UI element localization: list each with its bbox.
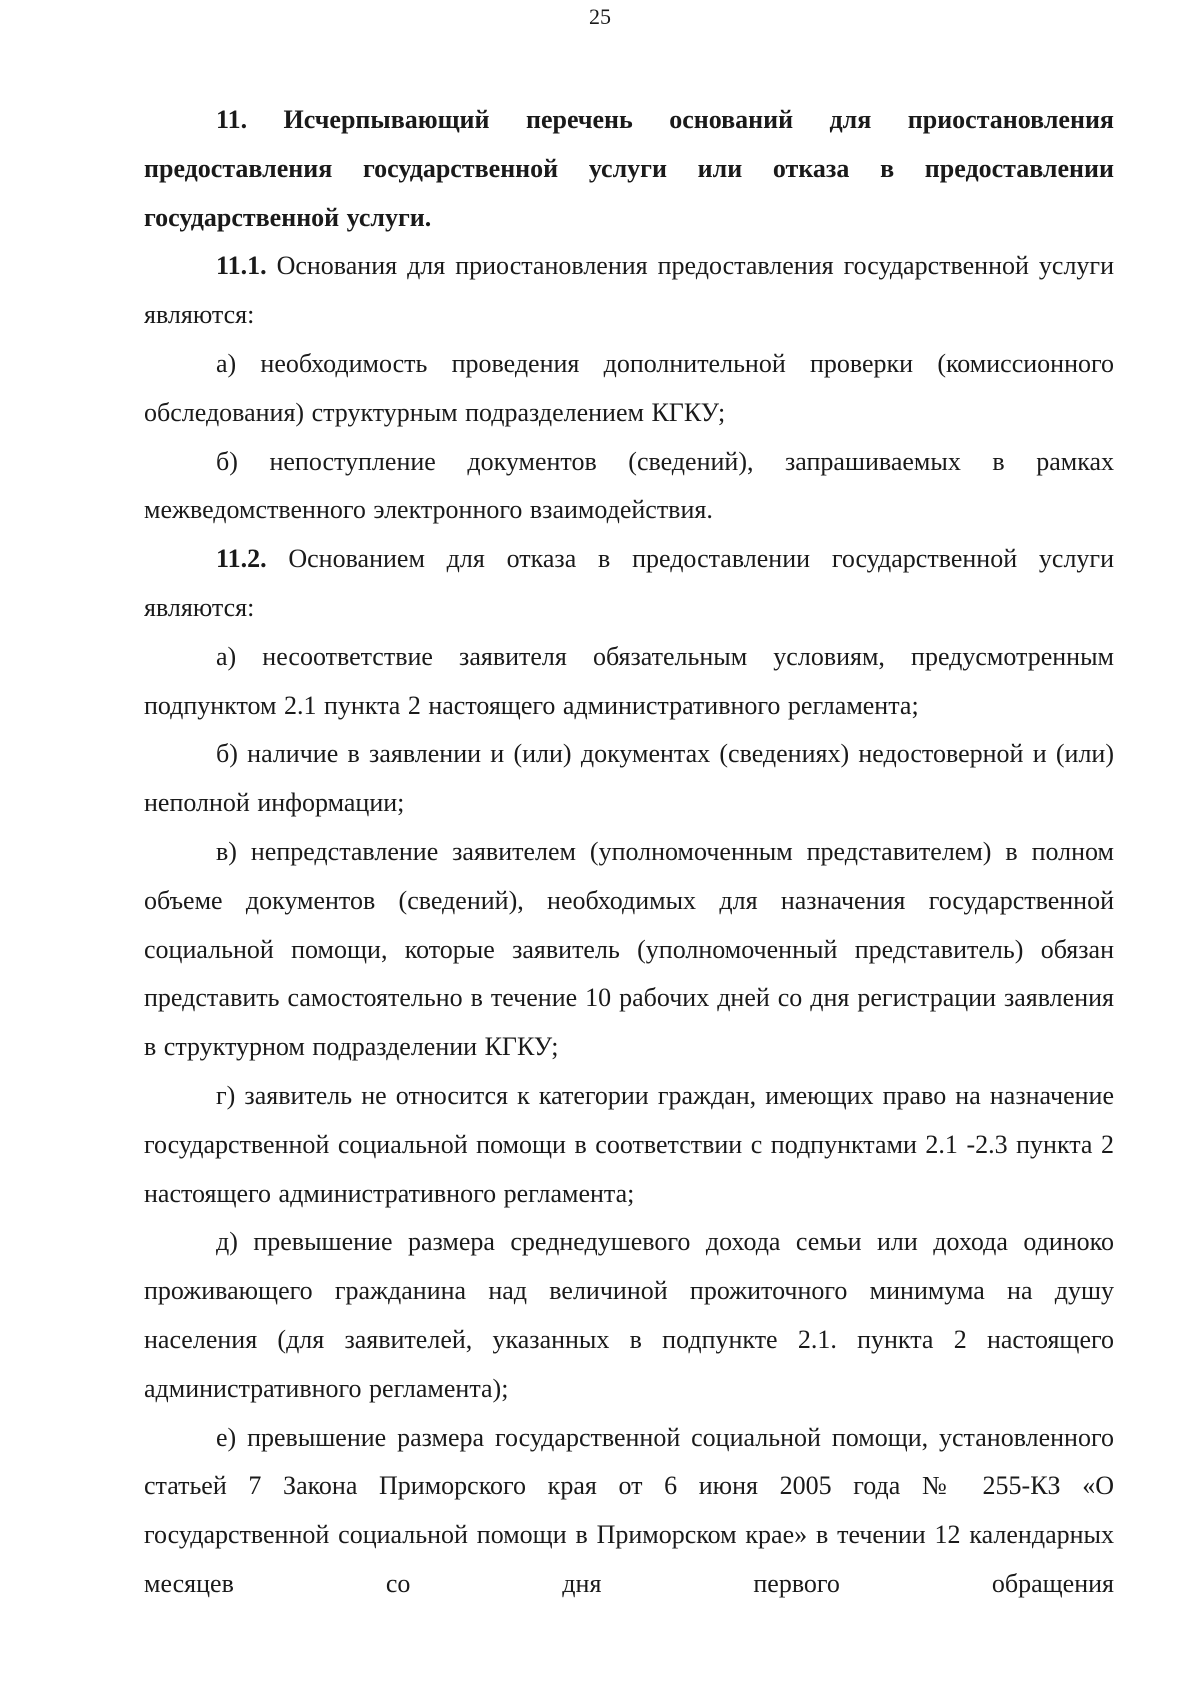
paragraph-11-2	[144, 535, 1114, 633]
section-heading: 11. Исчерпывающий перечень оснований для приостановления предоставления государственной услуги или отказа в предоставлении государственной услуги.	[144, 105, 1114, 232]
clause-text: Основанием для отказа в предоставлении государственной услуги являются:	[144, 544, 1114, 622]
list-item: г) заявитель не относится к категории граждан, имеющих право на назначение государственной социальной помощи в соответствии с подпунктами 2.1 -2.3 пункта 2 настоящего административного регламента;	[144, 1080, 1114, 1208]
clause-number: 11.2.	[216, 544, 267, 574]
clause-text: Основания для приостановления предоставления государственной услуги являются:	[144, 251, 1114, 330]
clause-number: 11.1.	[216, 251, 267, 281]
list-item: б) наличие в заявлении и (или) документах (сведениях) недостоверной и (или) неполной информации;	[144, 739, 1114, 818]
list-item: б) непоступление документов (сведений), запрашиваемых в рамках межведомственного электронного взаимодействия.	[144, 446, 1114, 525]
page-number: 25	[589, 4, 611, 29]
list-item: а) несоответствие заявителя обязательным условиям, предусмотренным подпунктом 2.1 пункта 2 настоящего административного регламента;	[144, 641, 1114, 720]
list-item: е) превышение размера государственной социальной помощи, установленного статьей 7 Закона Приморского края от 6 июня 2005 года № 255-КЗ «О государственной социальной помощи в Приморском крае» в течении 12 календарных месяцев со дня первого обращения	[144, 1422, 1114, 1598]
list-item: а) необходимость проведения дополнительной проверки (комиссионного обследования) структурным подразделением КГКУ;	[144, 348, 1114, 427]
paragraph-11-1	[144, 242, 1114, 340]
list-item: в) непредставление заявителем (уполномоченным представителем) в полном объеме документов (сведений), необходимых для назначения государственной социальной помощи, которые заявитель (уполномоченный представитель) обязан представить самостоятельно в течение 10 рабочих дней со дня регистрации заявления в структурном подразделении КГКУ;	[144, 836, 1114, 1062]
list-item: д) превышение размера среднедушевого дохода семьи или дохода одиноко проживающего гражданина над величиной прожиточного минимума на душу населения (для заявителей, указанных в подпункте 2.1. пункта 2 настоящего административного регламента);	[144, 1227, 1114, 1403]
document-body	[144, 96, 1114, 1609]
